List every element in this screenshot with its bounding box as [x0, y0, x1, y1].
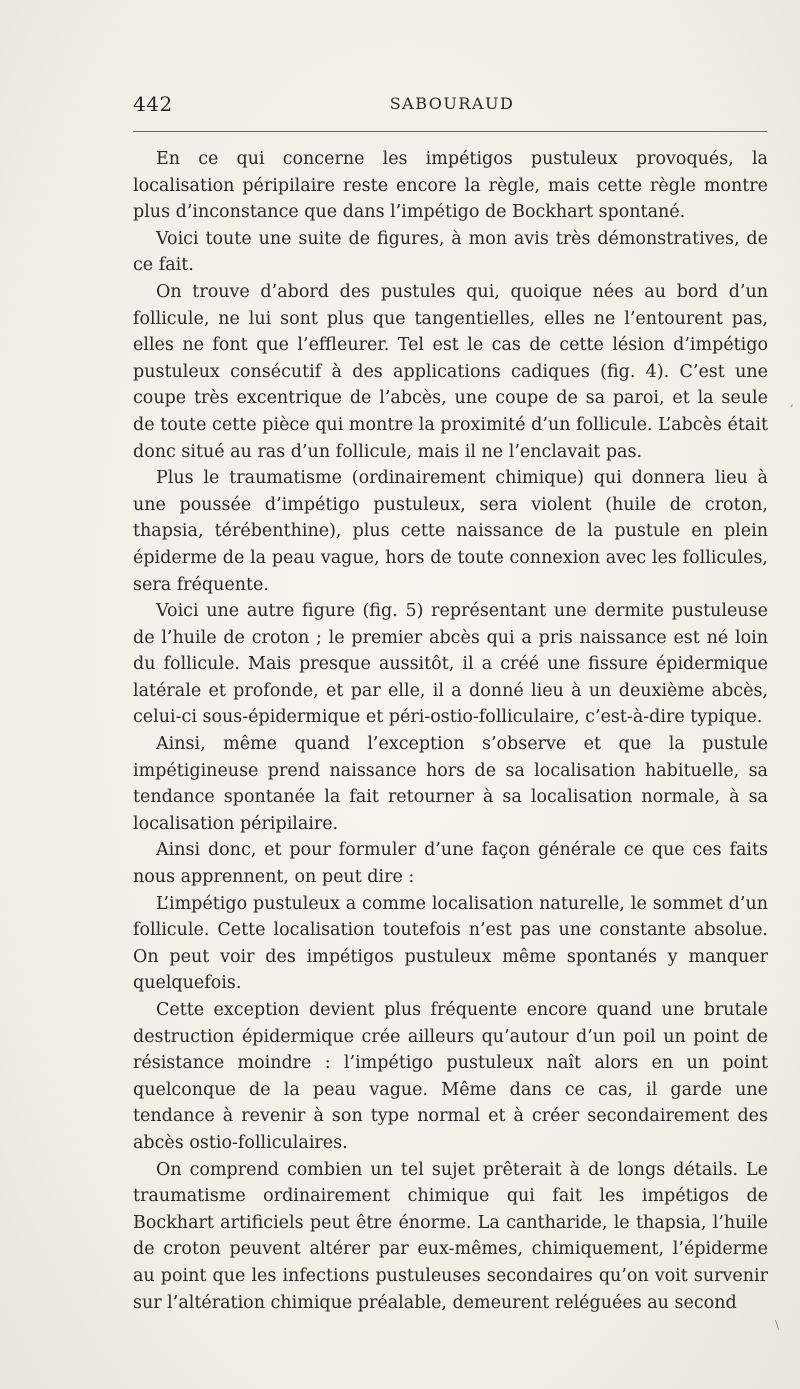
- paragraph: Voici une autre figure (fig. 5) représentant une dermite pustuleuse de l’huile de croton ; le premier abcès qui a pris naissance est né loin du follicule. Mais presque aussitôt, il a créé une fissure épidermique latérale et profonde, et par elle, il a donné lieu à un deuxième abcès, celui-ci sous-épidermique et péri-ostio-folliculaire, c’est-à-dire typique.: [133, 601, 768, 728]
- header-rule: [133, 131, 767, 132]
- paragraph: On trouve d’abord des pustules qui, quoique nées au bord d’un follicule, ne lui sont plus que tangentielles, elles ne l’entourent pas, elles ne font que l’effleurer. Tel est le cas de cette lésion d’impétigo pustuleux consécutif à des applications cadiques (fig. 4). C’est une coupe très excentrique de l’abcès, une coupe de sa paroi, et la seule de toute cette pièce qui montre la proximité d’un follicule. L’abcès était donc situé au ras d’un follicule, mais il ne l’enclavait pas.: [133, 281, 768, 462]
- paragraph: Ainsi donc, et pour formuler d’une façon générale ce que ces faits nous apprennent, on peut dire :: [133, 840, 768, 888]
- paper-speck: ,: [790, 395, 794, 409]
- paragraph: On comprend combien un tel sujet prêterait à de longs détails. Le traumatisme ordinairement chimique qui fait les impétigos de Bockhart artificiels peut être énorme. La cantharide, le thapsia, l’huile de croton peuvent altérer par eux-mêmes, chimiquement, l’épiderme au point que les infections pustuleuses secondaires qu’on voit survenir sur l’altération chimique préalable, demeurent reléguées au second: [133, 1159, 768, 1313]
- paper-speck: \: [775, 1318, 780, 1332]
- page-header: [133, 92, 767, 122]
- page-number: 442: [133, 92, 173, 116]
- paragraph: L’impétigo pustuleux a comme localisation naturelle, le sommet d’un follicule. Cette localisation toutefois n’est pas une constante absolue. On peut voir des impétigos pustuleux même spontanés y manquer quelquefois.: [133, 893, 768, 994]
- paragraph: Voici toute une suite de figures, à mon avis très démonstratives, de ce fait.: [133, 228, 768, 276]
- paragraph: En ce qui concerne les impétigos pustuleux provoqués, la localisation péripilaire reste encore la règle, mais cette règle montre plus d’inconstance que dans l’impétigo de Bockhart spontané.: [133, 149, 768, 223]
- body-text: [133, 146, 768, 1316]
- paragraph: Ainsi, même quand l’exception s’observe et que la pustule impétigineuse prend naissance hors de sa localisation habituelle, sa tendance spontanée la fait retourner à sa localisation normale, à sa localisation péripilaire.: [133, 734, 768, 834]
- paragraph: Plus le traumatisme (ordinairement chimique) qui donnera lieu à une poussée d’impétigo pustuleux, sera violent (huile de croton, thapsia, térébenthine), plus cette naissance de la pustule en plein épiderme de la peau vague, hors de toute connexion avec les follicules, sera fréquente.: [133, 468, 768, 595]
- paragraph: Cette exception devient plus fréquente encore quand une brutale destruction épidermique crée ailleurs qu’autour d’un poil un point de résistance moindre : l’impétigo pustuleux naît alors en un point quelconque de la peau vague. Même dans ce cas, il garde une tendance à revenir à son type normal et à créer secondairement des abcès ostio-folliculaires.: [133, 1000, 768, 1153]
- running-head: SABOURAUD: [389, 94, 515, 113]
